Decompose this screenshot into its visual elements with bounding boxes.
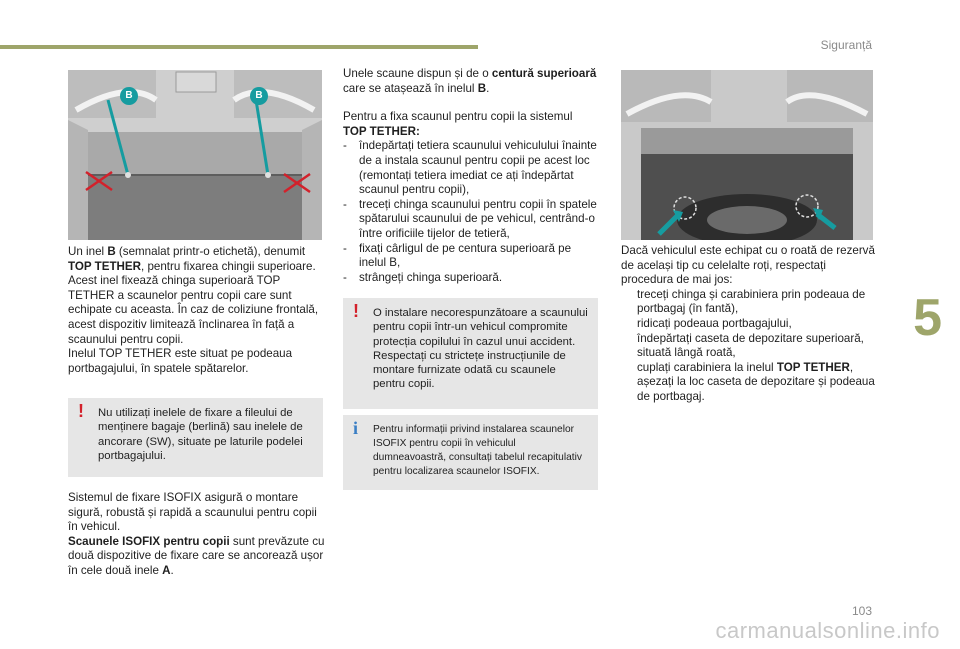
spare-wheel-step: așezați la loc caseta de depozitare și podeaua de portbagaj.: [637, 375, 875, 403]
top-tether-step: - îndepărtați tetiera scaunului vehiculului înainte de a instala scaunul pentru copii pe acest loc (remontați tetiera imediat ce ați îndepărtat scaunul pentru copii),: [343, 139, 597, 197]
top-tether-location: Inelul TOP TETHER este situat pe podeaua portbagajului, în spatele spătarelor.: [68, 347, 293, 375]
page-number: 103: [851, 604, 872, 618]
spare-wheel-step: ridicați podeaua portbagajului,: [637, 316, 792, 330]
spare-wheel-intro: Dacă vehiculul este echipat cu o roată de rezervă de același tip cu celelalte roți, respectați procedura de mai jos:: [621, 244, 875, 287]
top-tether-procedure-title: Pentru a fixa scaunul pentru copii la sistemul TOP TETHER:: [343, 110, 573, 138]
spare-wheel-step: îndepărtați caseta de depozitare superioară, situată lângă roată,: [637, 331, 864, 360]
spare-wheel-figure: [621, 70, 873, 240]
spare-wheel-illustration: [621, 70, 873, 240]
warning-text: Nu utilizați inelele de fixare a fileului de menținere bagaje (berlină) sau inelele de ancorare (SW), situate pe laturile podelei portbagajului.: [98, 407, 303, 462]
header-accent-bar: [0, 45, 478, 49]
warning-box-rings: [68, 398, 323, 477]
warning-box-installation: [343, 298, 598, 409]
watermark: carmanualsonline.info: [715, 618, 940, 643]
info-box-isofix: [343, 415, 598, 490]
anchor-b-callout-right: B: [250, 87, 268, 105]
top-tether-purpose: Acest inel fixează chinga superioară TOP TETHER a scaunelor pentru copii care sunt echipate cu aceasta. În caz de coliziune frontală, acest dispozitiv limitează înclinarea în față a scaunului pentru copii.: [68, 274, 319, 346]
top-tether-step: - treceți chinga scaunului pentru copii în spatele spătarului scaunului de pe vehicul, centrând-o între orificiile tijelor de tetieră,: [343, 197, 597, 240]
isofix-seats: Scaunele ISOFIX pentru copii sunt prevăzute cu două dispozitive de fixare care se ancorează ușor în cele două inele A.: [68, 534, 325, 577]
isofix-description: Sistemul de fixare ISOFIX asigură o montare sigură, robustă și rapidă a scaunului pentru copii în vehicul.: [68, 491, 317, 534]
col1-text: [68, 245, 326, 376]
top-tether-step: - fixați cârligul de pe centura superioară pe inelul B,: [343, 241, 572, 270]
chapter-number: 5: [913, 289, 942, 347]
col2-text: [343, 67, 598, 285]
anchor-b-callout-left: B: [120, 87, 138, 105]
trunk-illustration: [68, 70, 322, 240]
trunk-figure: [68, 70, 322, 240]
spare-wheel-step: treceți chinga și carabiniera prin podeaua de portbagaj (în fantă),: [637, 287, 866, 316]
spare-wheel-step: cuplați carabiniera la inelul TOP TETHER,: [637, 360, 854, 374]
info-icon: i: [353, 418, 359, 438]
top-strap-intro: Unele scaune dispun și de o centură superioară care se atașează în inelul B.: [343, 67, 597, 95]
top-tether-steps: [343, 139, 598, 285]
section-title: Siguranță: [820, 38, 872, 52]
info-text: Pentru informații privind instalarea scaunelor ISOFIX pentru copii în vehiculul dumneavoastră, consultați tabelul recapitulativ pentru localizarea scaunelor ISOFIX.: [373, 424, 582, 477]
warning-icon: !: [353, 301, 359, 321]
warning-icon: !: [78, 401, 84, 421]
col3-text: [621, 244, 876, 405]
top-tether-step: - strângeți chinga superioară.: [343, 270, 503, 284]
warning-text: O instalare necorespunzătoare a scaunului pentru copii într-un vehicul compromite protecția copilului în cazul unui accident. Respectați cu strictețe instrucțiunile de montare furnizate odată cu scaunele pentru copii.: [373, 307, 588, 391]
top-tether-intro: Un inel B (semnalat printr-o etichetă), denumit TOP TETHER, pentru fixarea chingii superioare.: [68, 245, 316, 273]
spare-wheel-steps: [621, 288, 876, 405]
col1-text-bottom: [68, 491, 326, 579]
